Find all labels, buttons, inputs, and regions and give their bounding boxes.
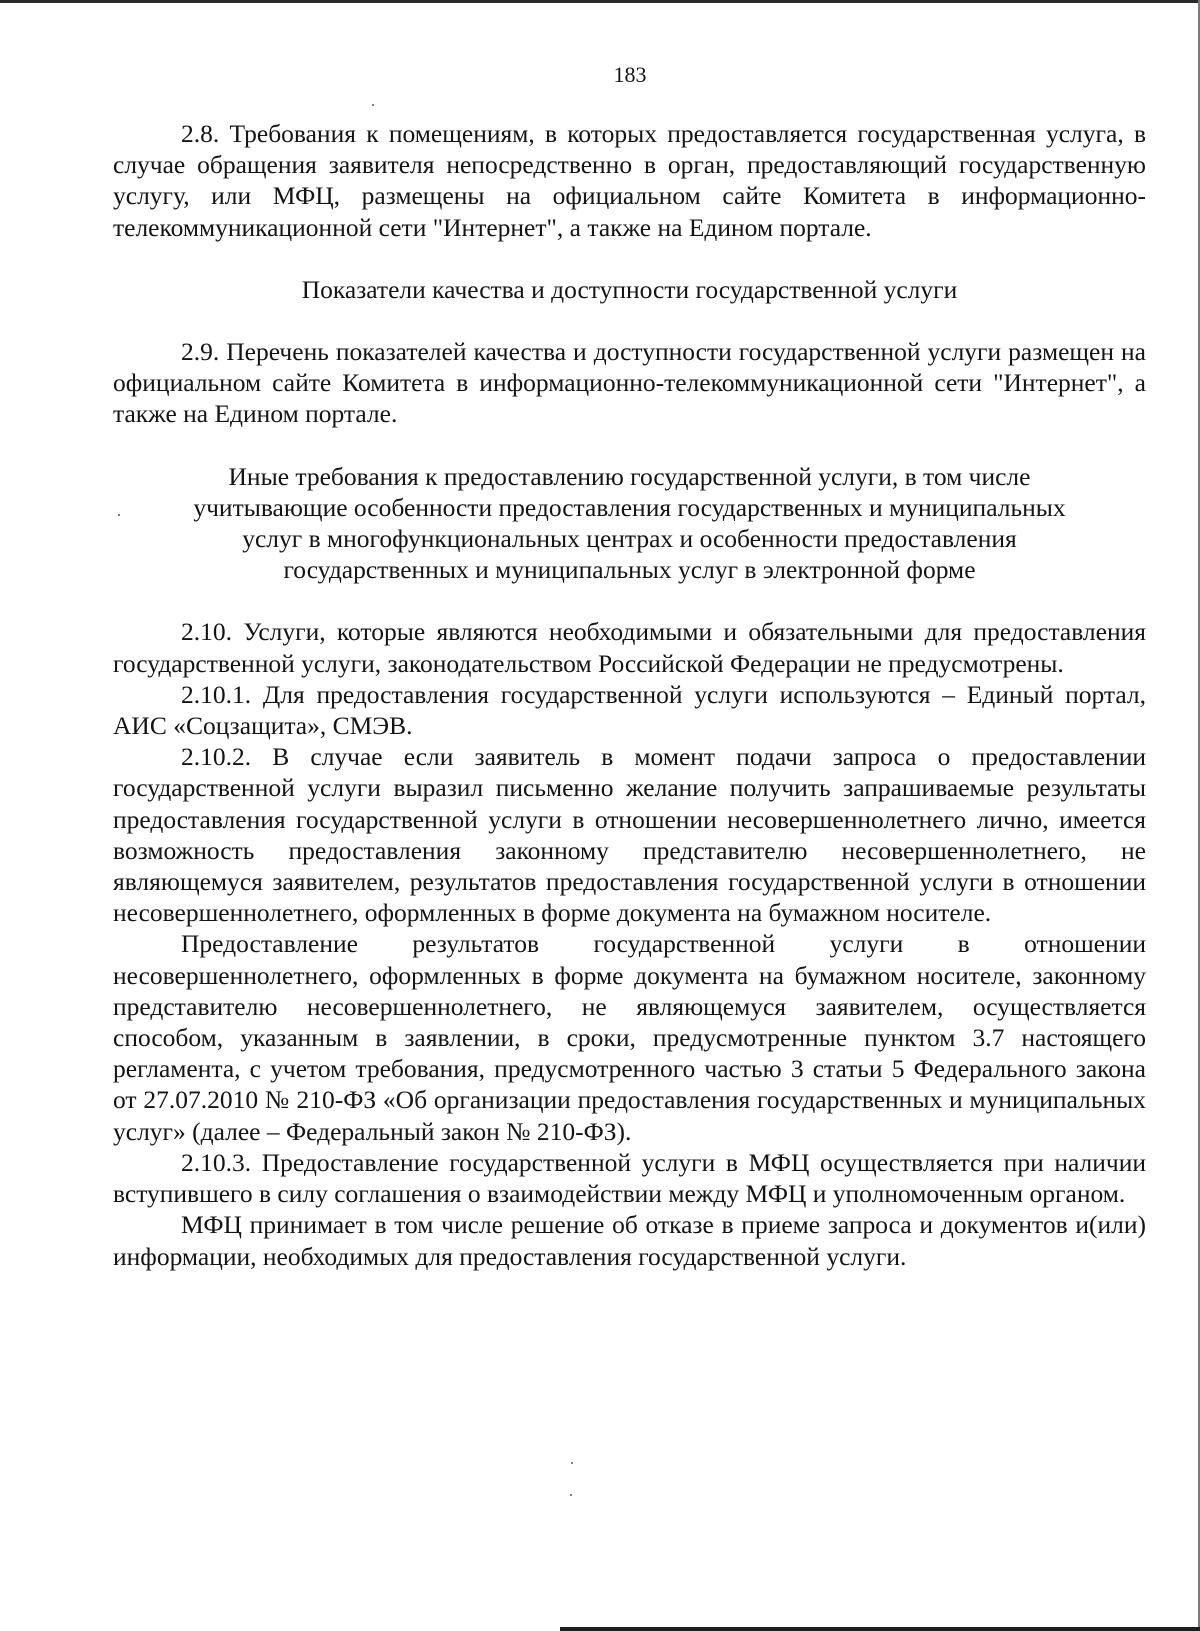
page-number: 183 [613,62,647,87]
paragraph-2-10-3: 2.10.3. Предоставление государственной услуги в МФЦ осуществляется при наличии вступившего в силу соглашения о взаимодействии между МФЦ и уполномоченным органом. [113,1147,1146,1209]
paragraph-mfc-decision: МФЦ принимает в том числе решение об отказе в приеме запроса и документов и(или) информации, необходимых для предоставления государственной услуги. [113,1210,1146,1271]
paragraph-2-10: 2.10. Услуги, которые являются необходимыми и обязательными для предоставления государственной услуги, законодательством Российской Федерации не предусмотрены. [113,617,1146,678]
paragraph-2-10-2: 2.10.2. В случае если заявитель в момент подачи запроса о предоставлении государственной услуги выразил письменно желание получить запрашиваемые результаты предоставления государственной услуги в отношении несовершеннолетнего лично, имеется возможность предоставления законному представителю несовершеннолетнего, не являющемуся заявителем, результатов предоставления государственной услуги в отношении несовершеннолетнего, оформленных в форме документа на бумажном носителе. [113,742,1146,928]
paragraph-2-8: 2.8. Требования к помещениям, в которых предоставляется государственная услуга, в случае обращения заявителя непосредственно в орган, предоставляющий государственную услугу, или МФЦ, размещены на официальном сайте Комитета в информационно-телекоммуникационной сети "Интернет", а также на Едином портале. [113,119,1146,242]
scan-edge-top [0,0,1200,3]
section-heading-quality [113,274,1146,305]
paragraph-2-10-2-continued: Предоставление результатов государственной услуги в отношении несовершеннолетнего, оформленных в форме документа на бумажном носителе, законному представителю несовершеннолетнего, не являющемуся заявителем, осуществляется способом, указанным в заявлении, в сроки, предусмотренные пунктом 3.7 настоящего регламента, с учетом требования, предусмотренного частью 3 статьи 5 Федерального закона от 27.07.2010 № 210-ФЗ «Об организации предоставления государственных и муниципальных услуг» (далее – Федеральный закон № 210-ФЗ). [113,929,1146,1146]
paragraph-2-9: 2.9. Перечень показателей качества и доступности государственной услуги размещен на официальном сайте Комитета в информационно-телекоммуникационной сети "Интернет", а также на Едином портале. [113,337,1146,429]
scan-speck [570,1494,572,1496]
document-body [113,118,1146,1272]
paragraph-2-10-1: 2.10.1. Для предоставления государственной услуги используются – Единый портал, АИС «Соцзащита», СМЭВ. [113,679,1146,741]
scan-speck [372,104,374,106]
heading-line: государственных и муниципальных услуг в электронной форме [283,555,976,585]
scan-edge-bottom [560,1627,1200,1631]
section-heading-other-requirements [113,461,1146,586]
heading-line: Показатели качества и доступности государственной услуги [301,274,958,304]
heading-line: учитывающие особенности предоставления государственных и муниципальных [193,492,1066,522]
heading-line: Иные требования к предоставлению государственной услуги, в том числе [228,461,1031,491]
heading-line: услуг в многофункциональных центрах и особенности предоставления [242,524,1017,554]
scan-speck [571,1462,573,1464]
